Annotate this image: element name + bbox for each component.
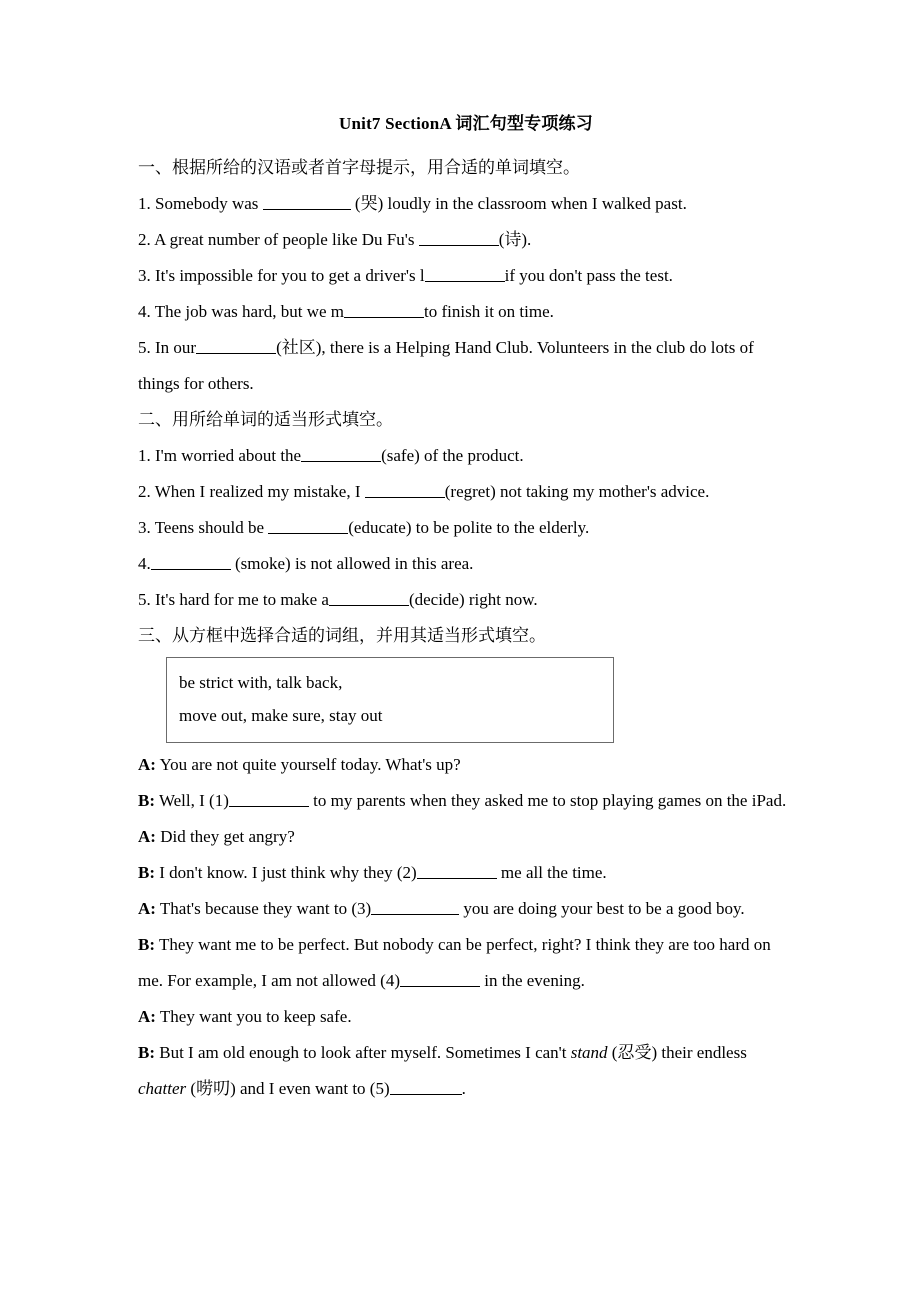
dialogue-line (138, 747, 794, 783)
item-number: 1. (138, 446, 151, 465)
section-one-heading: 一、根据所给的汉语或者首字母提示，用合适的单词填空。 (138, 158, 580, 177)
dialogue-line (138, 855, 794, 891)
word-bank-box (166, 657, 614, 743)
word-bank-line: move out, make sure, stay out (179, 706, 383, 725)
item-text-after: if you don't pass the test. (504, 266, 673, 285)
dialogue-line (138, 927, 794, 999)
item-number: 4. (138, 302, 151, 321)
item-text-before: It's hard for me to make a (155, 590, 329, 609)
speaker-label: A: (138, 755, 156, 774)
final-text-part4: . (461, 1079, 466, 1098)
dialogue-line (138, 819, 794, 855)
speaker-label: B: (138, 935, 155, 954)
question-item (138, 510, 794, 546)
item-number: 1. (138, 194, 151, 213)
speaker-label: A: (138, 1007, 156, 1026)
item-text-after: (safe) of the product. (381, 446, 524, 465)
answer-blank[interactable] (329, 591, 409, 606)
item-text-after: to finish it on time. (424, 302, 554, 321)
speaker-label: B: (138, 1043, 155, 1062)
item-number: 2. (138, 482, 151, 501)
speaker-label: B: (138, 863, 155, 882)
dialogue-text-before: They want you to keep safe. (159, 1007, 352, 1026)
speaker-label: A: (138, 899, 156, 918)
answer-blank[interactable] (151, 555, 231, 570)
speaker-label: B: (138, 791, 155, 810)
answer-blank[interactable] (390, 1080, 462, 1095)
answer-blank[interactable] (344, 303, 424, 318)
item-number: 5. (138, 590, 151, 609)
item-text-before: Teens should be (154, 518, 264, 537)
item-text-before: When I realized my mistake, I (154, 482, 361, 501)
answer-blank[interactable] (268, 519, 348, 534)
item-text-after: (regret) not taking my mother's advice. (444, 482, 710, 501)
answer-blank[interactable] (419, 231, 499, 246)
dialogue-text-after: to my parents when they asked me to stop playing games on the iPad. (313, 791, 787, 810)
dialogue-text-before: I don't know. I just think why they (2) (159, 863, 417, 882)
question-item (138, 222, 794, 258)
section-two-heading: 二、用所给单词的适当形式填空。 (138, 410, 393, 429)
vocab-word-stand: stand (570, 1043, 608, 1062)
item-number: 2. (138, 230, 151, 249)
item-text-after: (社区), there is a Helping Hand Club. Volunteers in the club do lots of things for others. (138, 338, 754, 393)
answer-blank[interactable] (365, 483, 445, 498)
item-text-after: (decide) right now. (408, 590, 538, 609)
final-text-part2: their endless (661, 1043, 747, 1062)
word-bank-line: be strict with, talk back, (179, 673, 343, 692)
speaker-label: A: (138, 827, 156, 846)
section-three-heading: 三、从方框中选择合适的词组，并用其适当形式填空。 (138, 626, 546, 645)
item-text-before: Somebody was (155, 194, 259, 213)
final-text-part3: and I even want to (5) (239, 1079, 390, 1098)
question-item (138, 186, 794, 222)
item-text-before: It's impossible for you to get a driver's l (155, 266, 425, 285)
item-number: 3. (138, 518, 151, 537)
answer-blank[interactable] (196, 339, 276, 354)
dialogue-text-before: Well, I (1) (158, 791, 229, 810)
answer-blank[interactable] (371, 900, 459, 915)
question-item (138, 474, 794, 510)
dialogue-text-after: you are doing your best to be a good boy. (463, 899, 745, 918)
item-text-before: In our (155, 338, 197, 357)
question-item (138, 294, 794, 330)
dialogue-line (138, 999, 794, 1035)
dialogue-text-after: me all the time. (500, 863, 607, 882)
answer-blank[interactable] (263, 195, 351, 210)
item-number: 4. (138, 554, 151, 573)
item-text-before: I'm worried about the (155, 446, 302, 465)
question-item (138, 582, 794, 618)
dialogue-text-before: They want me to be perfect. But nobody can be perfect, right? I think they are too hard on me. For example, I am not allowed (4) (138, 935, 771, 990)
answer-blank[interactable] (229, 792, 309, 807)
answer-blank[interactable] (417, 864, 497, 879)
question-item (138, 258, 794, 294)
page-title: Unit7 SectionA 词汇句型专项练习 (339, 114, 593, 133)
dialogue-line-final (138, 1035, 794, 1107)
answer-blank[interactable] (425, 267, 505, 282)
dialogue-text-before: That's because they want to (3) (159, 899, 372, 918)
question-item (138, 546, 794, 582)
item-text-after: (smoke) is not allowed in this area. (235, 554, 474, 573)
document-body (138, 112, 794, 1107)
item-text-after: (educate) to be polite to the elderly. (348, 518, 590, 537)
answer-blank[interactable] (301, 447, 381, 462)
vocab-word-chatter: chatter (138, 1079, 187, 1098)
item-text-after: (哭) loudly in the classroom when I walked past. (354, 194, 687, 213)
final-text-part1: But I am old enough to look after myself. Sometimes I can't (159, 1043, 567, 1062)
answer-blank[interactable] (400, 972, 480, 987)
question-item (138, 330, 794, 402)
question-item (138, 438, 794, 474)
item-number: 3. (138, 266, 151, 285)
dialogue-line (138, 891, 794, 927)
item-text-before: The job was hard, but we m (154, 302, 345, 321)
dialogue-text-after: in the evening. (484, 971, 585, 990)
dialogue-text-before: Did they get angry? (160, 827, 295, 846)
vocab-gloss-stand: (忍受) (611, 1043, 658, 1062)
dialogue-line (138, 783, 794, 819)
item-text-after: (诗). (498, 230, 532, 249)
item-number: 5. (138, 338, 151, 357)
vocab-gloss-chatter: (唠叨) (190, 1079, 236, 1098)
dialogue-text-before: You are not quite yourself today. What's up? (159, 755, 461, 774)
item-text-before: A great number of people like Du Fu's (154, 230, 415, 249)
